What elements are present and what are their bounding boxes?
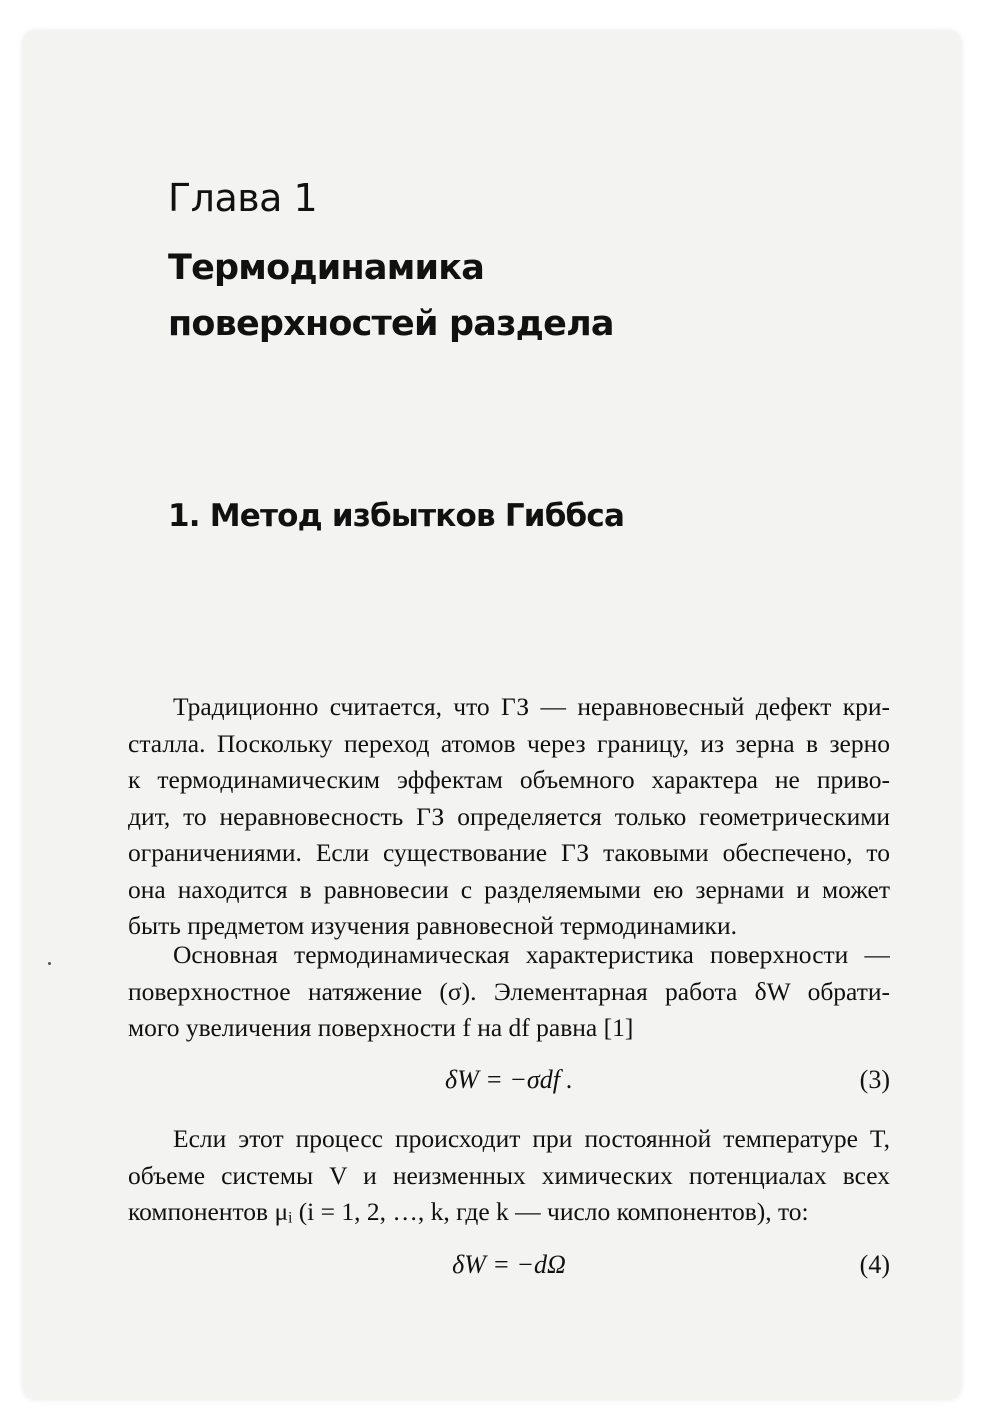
paragraph-2 (128, 937, 890, 1047)
paragraph-line: поверхностное натяжение (σ). Элементарная работа δW обрати- (128, 976, 890, 1006)
paragraph-line: дит, то неравновесность ГЗ определяется только геометрическими (128, 801, 890, 831)
paragraph-line: быть предметом изучения равновесной термодинамики. (128, 911, 737, 940)
section-title: 1. Метод избытков Гиббса (168, 498, 625, 534)
equation-number: (4) (859, 1250, 890, 1279)
paragraph-line: Если этот процесс происходит при постоянной температуре T, (173, 1124, 890, 1153)
equation-number: (3) (859, 1065, 890, 1094)
chapter-title (168, 240, 614, 352)
paragraph-line: Традиционно считается, что ГЗ — неравновесный дефект кри- (173, 692, 890, 721)
paragraph-line: объеме системы V и неизменных химических потенциалах всех (128, 1160, 890, 1190)
paragraph-line: сталла. Поскольку переход атомов через границу, из зерна в зерно (128, 728, 890, 758)
paragraph-line: ограничениями. Если существование ГЗ таковыми обеспечено, то (128, 838, 890, 867)
paragraph-line: компонентов μᵢ (i = 1, 2, …, k, где k — число компонентов), то: (128, 1197, 809, 1226)
paragraph-1 (128, 689, 890, 945)
equation-3 (128, 1062, 890, 1098)
chapter-title-line-2: поверхностей раздела (168, 304, 614, 344)
paragraph-line: Основная термодинамическая характеристика поверхности — (173, 940, 890, 969)
chapter-title-line-1: Термодинамика (168, 248, 485, 288)
equation-expression: δW = −dΩ (452, 1250, 566, 1279)
chapter-label: Глава 1 (168, 176, 318, 220)
scan-speck (48, 962, 51, 965)
paragraph-line: к термодинамическим эффектам объемного характера не приво- (128, 765, 890, 794)
paragraph-line: она находится в равновесии с разделяемыми ею зернами и может (128, 874, 890, 904)
equation-4 (128, 1247, 890, 1283)
paragraph-line: мого увеличения поверхности f на df равна [1] (128, 1013, 634, 1042)
paragraph-3 (128, 1121, 890, 1231)
equation-expression: δW = −σdf . (445, 1065, 573, 1094)
